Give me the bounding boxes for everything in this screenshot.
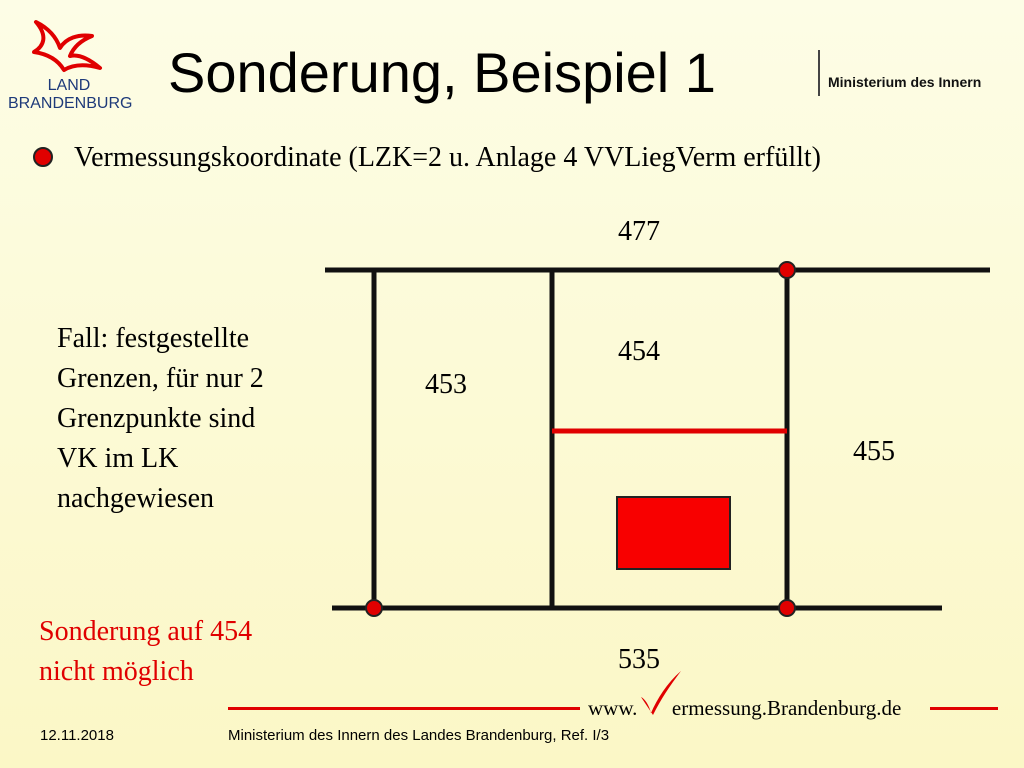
case-description [57, 319, 327, 519]
warning-text [39, 612, 339, 692]
footer-rule-right [930, 707, 998, 710]
vk-point-bottom-left [366, 600, 382, 616]
footer-reference: Ministerium des Innern des Landes Brandenburg, Ref. I/3 [228, 727, 610, 744]
footer-rule-left [228, 707, 580, 710]
warning-line: Sonderung auf 454 [39, 616, 253, 647]
website-suffix: ermessung.Brandenburg.de [671, 696, 902, 720]
checkmark-icon [643, 695, 667, 715]
warning-line: nicht möglich [39, 656, 194, 687]
parcel-label-455: 455 [853, 436, 895, 467]
logo-text-land: LAND [47, 77, 91, 94]
case-description-line: Grenzpunkte sind [57, 403, 256, 434]
vk-point-bottom-right [779, 600, 795, 616]
case-description-line: Grenzen, für nur 2 [57, 363, 264, 394]
legend-text: Vermessungskoordinate (LZK=2 u. Anlage 4 VVLiegVerm erfüllt) [74, 142, 821, 173]
case-description-line: VK im LK [57, 443, 179, 474]
parcel-label-535: 535 [618, 644, 660, 675]
footer-date: 12.11.2018 [40, 727, 114, 744]
building [617, 497, 730, 569]
website-link[interactable] [588, 695, 901, 721]
parcel-label-477: 477 [618, 216, 660, 247]
page-title: Sonderung, Beispiel 1 [168, 41, 716, 104]
ministry-label: Ministerium des Innern [828, 74, 982, 90]
case-description-line: Fall: festgestellte [57, 323, 250, 354]
website-prefix: www. [588, 696, 638, 720]
parcel-label-454: 454 [618, 336, 660, 367]
logo-text-brandenburg: BRANDENBURG [8, 95, 133, 112]
case-description-line: nachgewiesen [57, 483, 215, 514]
parcel-label-453: 453 [425, 369, 467, 400]
vk-point-top-right [779, 262, 795, 278]
